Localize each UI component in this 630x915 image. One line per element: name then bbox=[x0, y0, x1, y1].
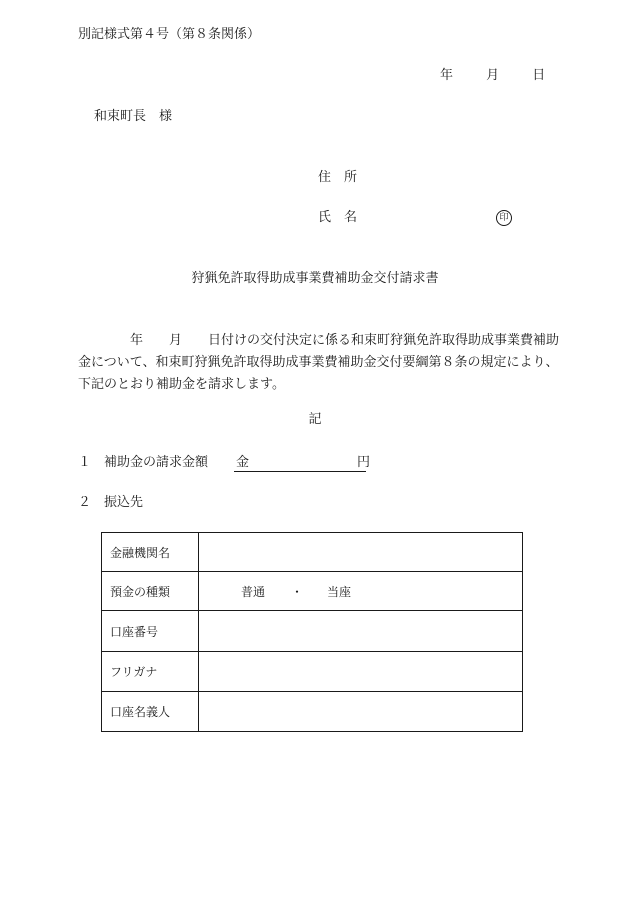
account-type-ordinary[interactable]: 普通 bbox=[241, 584, 266, 599]
table-row bbox=[102, 533, 523, 572]
account-number-label: 口座番号 bbox=[102, 611, 199, 652]
table-row bbox=[102, 692, 523, 732]
item-transfer-destination bbox=[78, 495, 143, 511]
account-holder-label: 口座名義人 bbox=[102, 692, 199, 732]
account-holder-value[interactable] bbox=[199, 692, 523, 732]
date-line bbox=[440, 68, 545, 84]
account-number-value[interactable] bbox=[199, 611, 523, 652]
amount-unit: 円 bbox=[357, 455, 371, 470]
addressee: 和束町長 様 bbox=[94, 109, 173, 124]
account-type-value[interactable] bbox=[199, 572, 523, 611]
document-title: 狩猟免許取得助成事業費補助金交付請求書 bbox=[191, 271, 439, 286]
table-row bbox=[102, 611, 523, 652]
ki-heading: 記 bbox=[308, 412, 322, 427]
furigana-value[interactable] bbox=[199, 652, 523, 692]
item2-number: ２ bbox=[78, 495, 92, 510]
item2-label: 振込先 bbox=[104, 495, 144, 510]
address-field bbox=[318, 170, 362, 186]
date-month: 月 bbox=[486, 68, 500, 83]
bank-name-label: 金融機関名 bbox=[102, 533, 199, 572]
date-day: 日 bbox=[532, 68, 546, 83]
item-request-amount bbox=[78, 455, 371, 472]
bank-account-table bbox=[101, 532, 523, 732]
address-label: 住 所 bbox=[318, 170, 358, 185]
name-field bbox=[318, 210, 362, 226]
form-number: 別記様式第４号（第８条関係） bbox=[78, 27, 261, 42]
item1-label: 補助金の請求金額 bbox=[104, 455, 209, 470]
table-row bbox=[102, 572, 523, 611]
bank-name-value[interactable] bbox=[199, 533, 523, 572]
account-type-label: 預金の種類 bbox=[102, 572, 199, 611]
account-type-separator: ・ bbox=[291, 584, 304, 599]
account-type-current[interactable]: 当座 bbox=[327, 584, 352, 599]
amount-field[interactable] bbox=[234, 455, 371, 472]
furigana-label: フリガナ bbox=[102, 652, 199, 692]
seal-mark: 印 bbox=[496, 210, 512, 226]
table-row bbox=[102, 652, 523, 692]
date-year: 年 bbox=[440, 68, 454, 83]
name-label: 氏 名 bbox=[318, 210, 358, 225]
request-statement: 年 月 日付けの交付決定に係る和束町狩猟免許取得助成事業費補助金について、和束町狩猟免許取得助成事業費補助金交付要綱第８条の規定により、下記のとおり補助金を請求します。 bbox=[78, 333, 560, 392]
amount-prefix: 金 bbox=[236, 455, 250, 470]
item1-number: １ bbox=[78, 455, 92, 470]
